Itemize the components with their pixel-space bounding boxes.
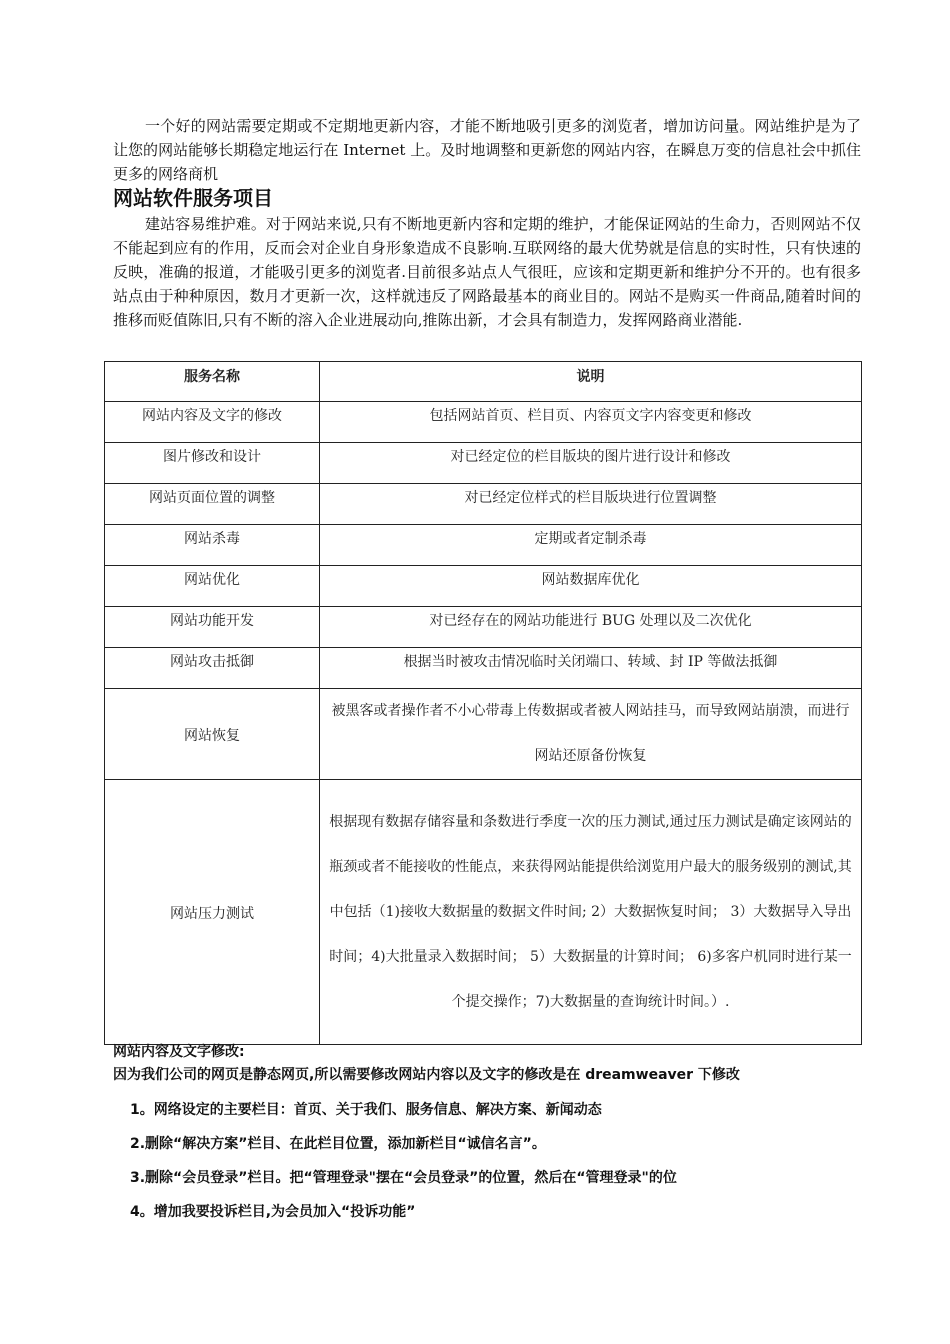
service-name: 网站功能开发 xyxy=(105,607,320,648)
service-name: 网站杀毒 xyxy=(105,525,320,566)
table-row xyxy=(105,566,862,607)
table-row xyxy=(105,484,862,525)
service-desc: 定期或者定制杀毒 xyxy=(320,525,862,566)
service-desc: 根据当时被攻击情况临时关闭端口、转域、封 IP 等做法抵御 xyxy=(320,648,862,689)
table-header-row xyxy=(105,362,862,402)
header-description: 说明 xyxy=(320,362,862,402)
table-row xyxy=(105,443,862,484)
list-item: 2.删除“解决方案”栏目、在此栏目位置，添加新栏目“诚信名言”。 xyxy=(130,1136,546,1152)
header-service-name: 服务名称 xyxy=(105,362,320,402)
service-name: 网站攻击抵御 xyxy=(105,648,320,689)
service-desc: 包括网站首页、栏目页、内容页文字内容变更和修改 xyxy=(320,402,862,443)
body-paragraph: 建站容易维护难。对于网站来说,只有不断地更新内容和定期的维护，才能保证网站的生命力，否则网站不仅不能起到应有的作用，反而会对企业自身形象造成不良影响.互联网络的最大优势就是信息的实时性，只有快速的反映，准确的报道，才能吸引更多的浏览者.目前很多站点人气很旺，应该和定期更新和维护分不开的。也有很多站点由于种种原因，数月才更新一次，这样就违反了网路最基本的商业目的。网站不是购买一件商品,随着时间的推移而贬值陈旧,只有不断的溶入企业进展动向,推陈出新，才会具有制造力，发挥网路商业潜能. xyxy=(113,215,861,329)
service-desc: 对已经存在的网站功能进行 BUG 处理以及二次优化 xyxy=(320,607,862,648)
table-row xyxy=(105,648,862,689)
subsection-title: 网站内容及文字修改: xyxy=(113,1044,245,1060)
service-name: 网站恢复 xyxy=(105,689,320,780)
table-row xyxy=(105,525,862,566)
service-name: 图片修改和设计 xyxy=(105,443,320,484)
service-name: 网站内容及文字的修改 xyxy=(105,402,320,443)
service-desc: 对已经定位的栏目版块的图片进行设计和修改 xyxy=(320,443,862,484)
table-row xyxy=(105,780,862,1045)
list-item: 1。网络设定的主要栏目：首页、关于我们、服务信息、解决方案、新闻动态 xyxy=(130,1102,602,1118)
intro-paragraph: 一个好的网站需要定期或不定期地更新内容，才能不断地吸引更多的浏览者，增加访问量。网站维护是为了让您的网站能够长期稳定地运行在 Internet 上。及时地调整和更新您的网站内容，在瞬息万变的信息社会中抓住更多的网络商机 xyxy=(113,117,861,183)
table-row xyxy=(105,607,862,648)
service-name: 网站页面位置的调整 xyxy=(105,484,320,525)
subsection-desc: 因为我们公司的网页是静态网页,所以需要修改网站内容以及文字的修改是在 dreamweaver 下修改 xyxy=(113,1067,740,1083)
service-name: 网站压力测试 xyxy=(105,780,320,1045)
table-row xyxy=(105,402,862,443)
service-desc: 根据现有数据存储容量和条数进行季度一次的压力测试,通过压力测试是确定该网站的瓶颈或者不能接收的性能点，来获得网站能提供给浏览用户最大的服务级别的测试,其中包括（1)接收大数据量的数据文件时间; 2）大数据恢复时间； 3）大数据导入导出时间；4)大批量录入数据时间； 5）大数据量的计算时间； 6)多客户机同时进行某一个提交操作；7)大数据量的查询统计时间。）. xyxy=(320,780,862,1045)
section-heading: 网站软件服务项目 xyxy=(113,186,273,210)
task-list xyxy=(130,1099,677,1235)
service-name: 网站优化 xyxy=(105,566,320,607)
service-table xyxy=(104,361,862,1045)
table-row xyxy=(105,689,862,780)
service-desc: 被黑客或者操作者不小心带毒上传数据或者被人网站挂马，而导致网站崩溃，而进行网站还原备份恢复 xyxy=(320,689,862,780)
list-item: 3.删除“会员登录”栏目。把“管理登录"摆在“会员登录”的位置，然后在“管理登录"的位 xyxy=(130,1170,677,1186)
service-desc: 网站数据库优化 xyxy=(320,566,862,607)
list-item: 4。增加我要投诉栏目,为会员加入“投诉功能” xyxy=(130,1204,416,1220)
service-desc: 对已经定位样式的栏目版块进行位置调整 xyxy=(320,484,862,525)
